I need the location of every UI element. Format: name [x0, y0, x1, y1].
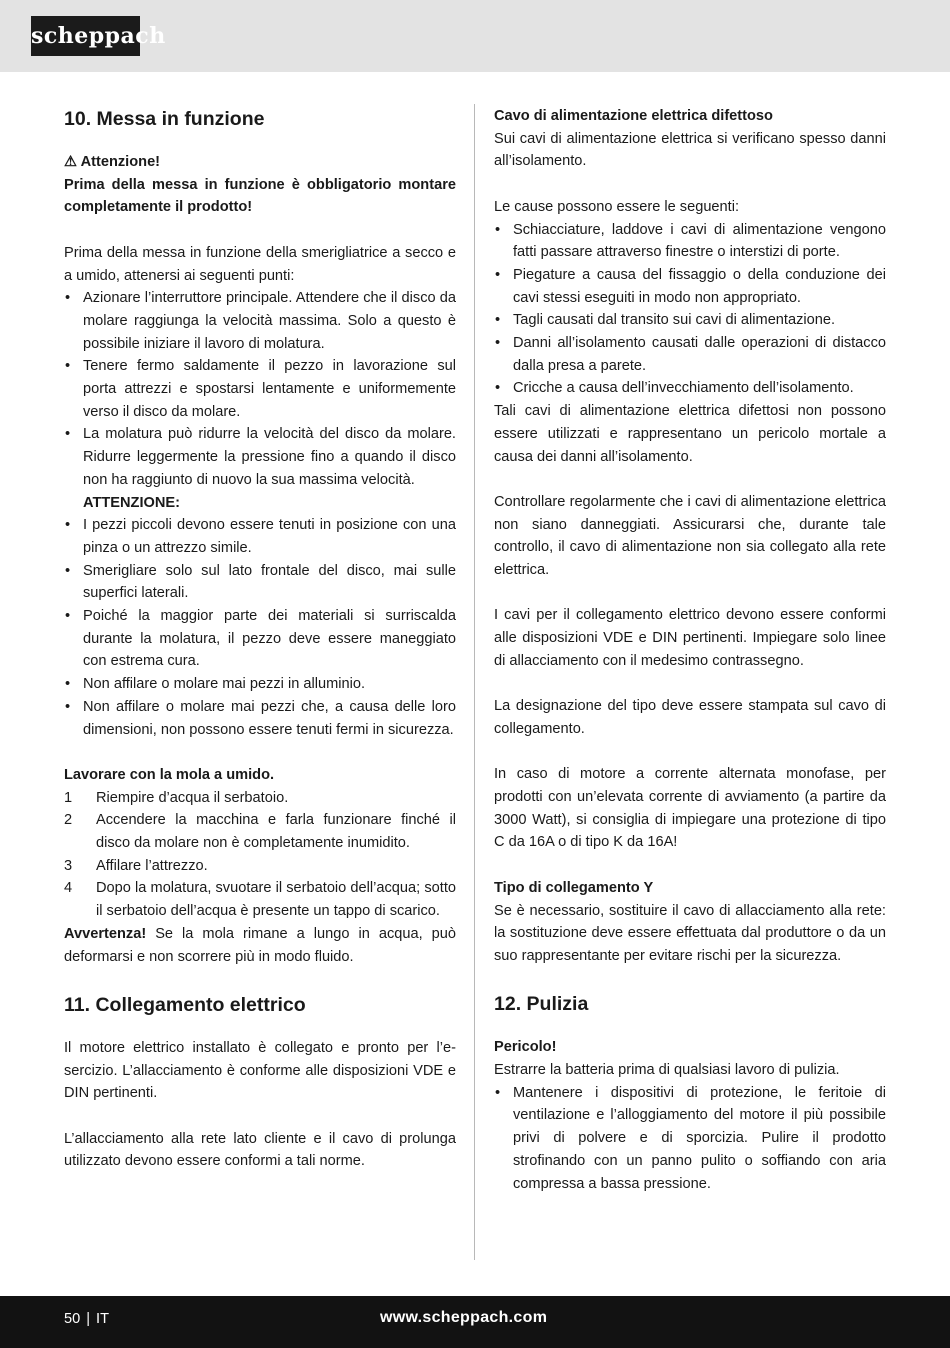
step-number: 2: [64, 812, 73, 829]
step-number: 1: [64, 789, 73, 806]
defective-cable-title: Cavo di alimentazione elettrica difettoso: [494, 108, 773, 124]
list-item: • Non affilare o molare mai pezzi in alluminio.: [64, 673, 456, 696]
language-code: IT: [96, 1311, 110, 1327]
causes-bullet-list: [494, 219, 886, 401]
warning-paragraph: [64, 923, 456, 968]
check-paragraph: Controllare regolarmente che i cavi di alimentazione elettrica non siano danneggiati. Assicurarsi che, durante tale controllo, il cavo di alimentazione non sia collegato alla rete elettrica.: [494, 493, 886, 579]
step-number: 4: [64, 880, 73, 897]
right-column: [494, 105, 886, 1195]
danger-text: Estrarre la batteria prima di qualsiasi lavoro di pulizia.: [494, 1062, 840, 1079]
list-item: • Azionare l’interruttore principale. Attendere che il disco da molare raggiunga la velocità massima. Solo a questo è possibile iniziare il lavoro di molatura.: [64, 287, 456, 355]
step-text: Accendere la macchina e farla funzionare finché il disco da molare non è completamente inumidito.: [96, 812, 456, 852]
step-text: Dopo la molatura, svuotare il serbatoio dell’acqua; sotto il serbatoio dell’acqua è presente un tappo di scarico.: [96, 880, 456, 920]
list-item: • La molatura può ridurre la velocità del disco da molare. Ridurre leggermente la pressione fino a quando il disco non ha raggiunto di nuovo la sua massima velocità.: [64, 423, 456, 491]
list-item: • Poiché la maggior parte dei materiali si surriscalda durante la molatura, il pezzo deve essere maneggiato con estrema cura.: [64, 605, 456, 673]
wet-grinding-title: Lavorare con la mola a umido.: [64, 766, 275, 783]
column-divider: [474, 104, 475, 1260]
electrical-paragraph-2: L’allacciamento alla rete lato cliente e il cavo di prolunga utilizzato devono essere conformi a tali norme.: [64, 1130, 456, 1170]
section-12-title: 12. Pulizia: [494, 993, 589, 1016]
warning-text: Se la mola rimane a lungo in acqua, può deformarsi e non scorrere più in modo fluido.: [64, 925, 456, 965]
step-text: Riempire d’acqua il serbatoio.: [96, 789, 289, 806]
connection-type-title: Tipo di collegamento Y: [494, 879, 654, 896]
connection-type-text: Se è necessario, sostituire il cavo di allacciamento alla rete: la sostituzione deve essere effettuata dal produttore o da un suo rappresentante per evitare rischi per la sicurezza.: [494, 902, 886, 964]
list-item: • Smerigliare solo sul lato frontale del disco, mai sulle superfici laterali.: [64, 560, 456, 605]
causes-outro: Tali cavi di alimentazione elettrica difettosi non possono essere utilizzati e rappresentano un pericolo mortale a causa dei danni all’isolamento.: [494, 403, 886, 465]
list-item: • Non affilare o molare mai pezzi che, a causa delle loro dimensioni, non possono essere tenuti fermi in sicurezza.: [64, 696, 456, 741]
list-item: • Danni all’isolamento causati dalle operazioni di distacco dalla presa a parete.: [494, 332, 886, 377]
list-item: • Schiacciature, laddove i cavi di alimentazione vengono fatti passare attraverso finestre o interstizi di porte.: [494, 219, 886, 264]
startup-bullet-list: [64, 287, 456, 491]
list-item: • Piegature a causa del fissaggio o della conduzione dei cavi stessi eseguiti in modo non appropriato.: [494, 264, 886, 309]
left-column: [64, 105, 456, 1173]
list-item: [64, 855, 456, 878]
wet-grinding-steps: [64, 787, 456, 923]
section-10-title: 10. Messa in funzione: [64, 108, 265, 130]
list-item: • Mantenere i dispositivi di protezione, le feritoie di ventilazione e l’alloggiamento del motore il più possibile privi di polvere e di sporcizia. Pulire il prodotto strofinando con un panno pulito o soffiando con aria compressa a bassa pressione.: [494, 1082, 886, 1196]
designation-paragraph: La designazione del tipo deve essere stampata sul cavo di collegamento.: [494, 698, 886, 737]
list-item: • I pezzi piccoli devono essere tenuti in posizione con una pinza o un attrezzo simile.: [64, 514, 456, 559]
list-item: [64, 787, 456, 810]
defective-cable-intro: Sui cavi di alimentazione elettrica si verificano spesso danni all’isolamento.: [494, 130, 886, 170]
cleaning-bullet-list: [494, 1082, 886, 1196]
list-item: [64, 877, 456, 922]
intro-paragraph: Prima della messa in funzione della smerigliatrice a secco e a umido, attenersi ai seguenti punti:: [64, 244, 456, 284]
causes-intro: Le cause possono essere le seguenti:: [494, 198, 740, 215]
list-item: • Cricche a causa dell’invecchiamento dell’isolamento.: [494, 377, 886, 400]
list-item: • Tenere fermo saldamente il pezzo in lavorazione sul porta attrezzi e spostarsi lentamente e uniformemente verso il disco da molare.: [64, 355, 456, 423]
danger-title: Pericolo!: [494, 1039, 557, 1056]
page-indicator: 50 | IT: [64, 1311, 110, 1327]
electrical-paragraph-1: Il motore elettrico installato è collegato e pronto per l’esercizio. L’allacciamento è conforme alle disposizioni VDE e DIN pertinenti.: [64, 1039, 456, 1102]
attention-text: Prima della messa in funzione è obbligatorio montare completamente il prodotto!: [64, 176, 456, 216]
website-link[interactable]: www.scheppach.com: [380, 1309, 548, 1326]
step-number: 3: [64, 857, 73, 874]
warning-label: Avvertenza!: [64, 925, 147, 942]
list-item: • Tagli causati dal transito sui cavi di alimentazione.: [494, 309, 886, 332]
cables-paragraph: I cavi per il collegamento elettrico devono essere conformi alle disposizioni VDE e DIN pertinenti. Impiegare solo linee di allacciamento con il medesimo contrassegno.: [494, 607, 886, 669]
attention-title: ⚠ Attenzione!: [64, 154, 161, 170]
attention-caps-label: ATTENZIONE:: [83, 494, 181, 511]
page-header: [0, 0, 950, 72]
safety-bullet-list: [64, 514, 456, 741]
list-item: [64, 809, 456, 854]
page-number: 50: [64, 1311, 81, 1327]
brand-logo: scheppach: [31, 16, 140, 56]
step-text: Affilare l’attrezzo.: [96, 857, 208, 874]
section-11-title: 11. Collegamento elettrico: [64, 993, 306, 1016]
page-footer: [0, 1296, 950, 1348]
motor-paragraph: In caso di motore a corrente alternata monofase, per prodotti con un’elevata corrente di avviamento (a partire da 3000 Watt), si consiglia di impiegare una protezione di tipo C da 16A o di tipo K da 16A!: [494, 766, 886, 851]
